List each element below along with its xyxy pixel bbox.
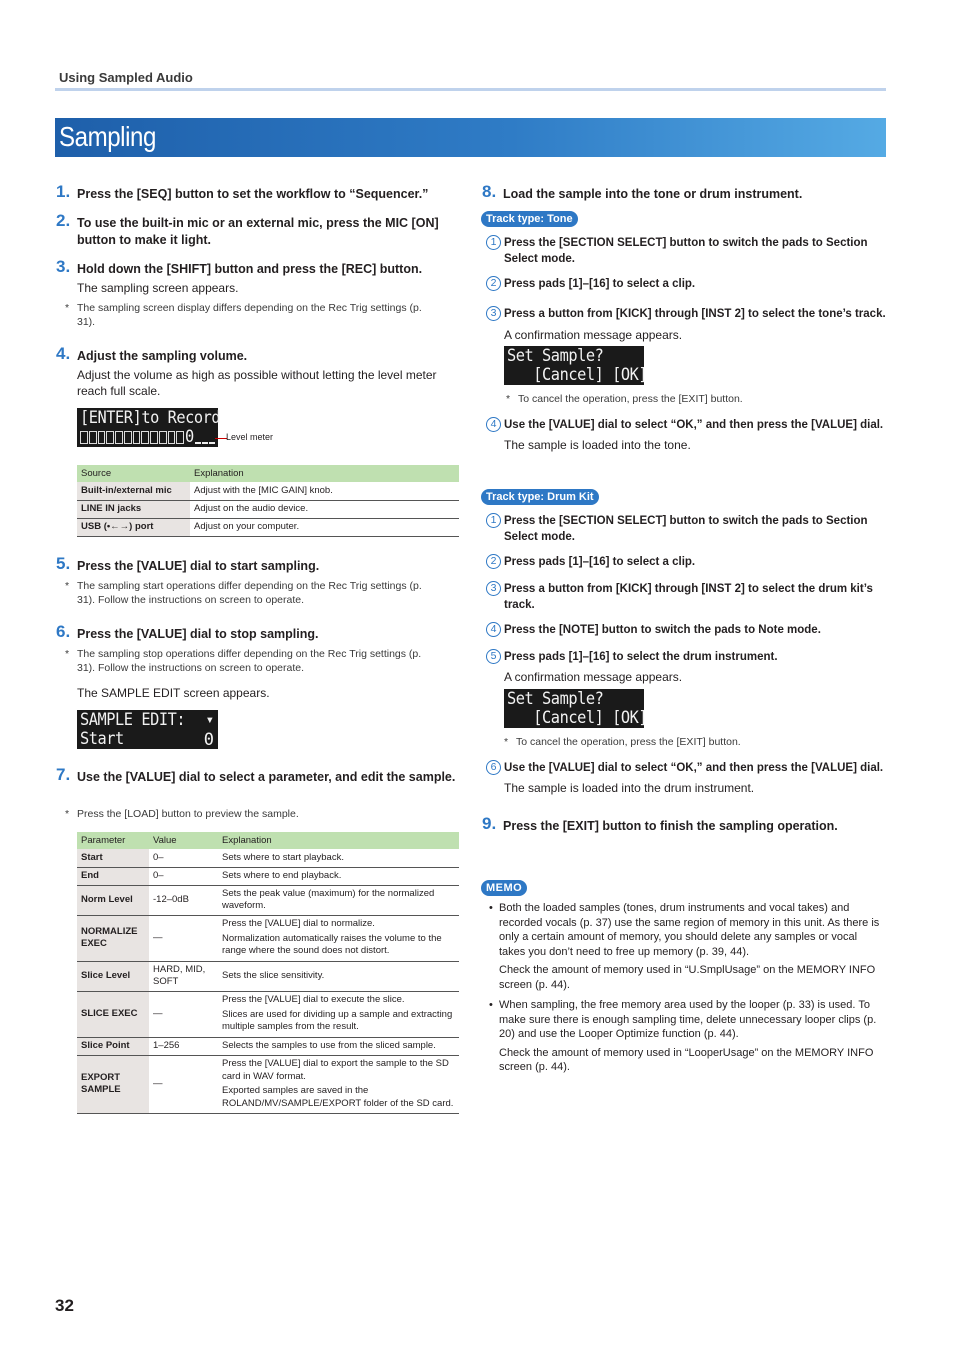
lcd-line-1: Set Sample?: [507, 346, 604, 366]
tone-step-3: 3 Press a button from [KICK] through [INST 2] to select the tone’s track.: [486, 306, 886, 322]
drum-step-5: 5 Press pads [1]–[16] to select the drum instrument.: [486, 649, 886, 665]
step-number: 2.: [56, 211, 71, 230]
track-type-tone-badge: Track type: Tone: [481, 211, 578, 227]
table-header: Explanation: [218, 832, 459, 849]
lcd-line-1: SAMPLE EDIT:: [80, 710, 186, 730]
step-number: 5.: [56, 554, 71, 573]
step-note: * To cancel the operation, press the [EXIT] button.: [506, 393, 743, 405]
memo-item: • Both the loaded samples (tones, drum instruments and vocal takes) and recorded vocals (p. 37) use the same region of memory in this unit. As there is only a certain amount of memory, you should delete any samples or vocal takes you don’t need to free up memory (p. 39, 44). Check the amount of memory used in “U.SmplUsage” on the MEMORY INFO screen (p. 44).: [489, 902, 880, 991]
step-body: Adjust the volume as high as possible without letting the level meter reach full scale.: [77, 368, 437, 398]
step-text: Press the [SEQ] button to set the workflow to “Sequencer.”: [77, 187, 429, 201]
step-8: [481, 182, 886, 203]
step-text: Press the [VALUE] dial to stop sampling.: [77, 627, 319, 641]
step-note: * The sampling start operations differ depending on the Rec Trig settings (p. 31). Follow the instructions on screen to operate.: [65, 580, 422, 606]
tone-step-2: 2 Press pads [1]–[16] to select a clip.: [486, 276, 886, 292]
source-table: [77, 465, 459, 537]
lcd-line-2: [Cancel] [OK]: [507, 365, 648, 385]
step-number: 9.: [482, 814, 497, 833]
lcd-line-2: Start: [80, 729, 124, 749]
lcd-line-2: 0: [185, 427, 194, 447]
drum-step-4: 4 Press the [NOTE] button to switch the pads to Note mode.: [486, 622, 886, 638]
lcd-set-sample-drum: [504, 689, 648, 728]
table-row: SLICE EXEC — Press the [VALUE] dial to execute the slice. Slices are used for dividing up a sample and extracting multiple samples from the result.: [77, 991, 459, 1037]
step-body: The sample is loaded into the tone.: [504, 438, 691, 452]
title-bar: [55, 118, 886, 157]
table-header: Explanation: [190, 465, 459, 482]
step-3: [55, 257, 460, 278]
step-body: A confirmation message appears.: [504, 670, 683, 684]
memo-item: • When sampling, the free memory area used by the looper (p. 33) is used. To make sure there is enough sampling time, delete unnecessary looper clips (p. 20) and use the Looper Optimize function (p. 44). Check the amount of memory used in “LooperUsage” on the MEMORY INFO screen (p. 44).: [489, 999, 877, 1073]
step-body: The sampling screen appears.: [77, 281, 239, 295]
drum-step-6: 6 Use the [VALUE] dial to select “OK,” and then press the [VALUE] dial.: [486, 760, 886, 776]
step-text: Load the sample into the tone or drum instrument.: [503, 187, 803, 201]
lcd-value: 0: [203, 730, 214, 750]
step-1: [55, 182, 460, 203]
step-note: * To cancel the operation, press the [EXIT] button.: [504, 736, 741, 748]
step-note: * The sampling screen display differs depending on the Rec Trig settings (p. 31).: [65, 302, 422, 328]
table-row: Slice Level HARD, MID, SOFT Sets the slice sensitivity.: [77, 961, 459, 991]
step-number: 6.: [56, 622, 71, 641]
parameter-table: [77, 832, 459, 1114]
step-5: [55, 554, 460, 575]
track-type-drum-badge: Track type: Drum Kit: [481, 489, 599, 505]
step-text: Adjust the sampling volume.: [77, 349, 248, 363]
table-row: USB (•←→) port Adjust on your computer.: [77, 518, 459, 536]
level-meter-label: Level meter: [226, 432, 274, 442]
level-meter: [80, 431, 184, 444]
step-7: [55, 765, 460, 786]
lcd-line-1: [ENTER]to Record: [80, 408, 221, 428]
table-header: Parameter: [77, 832, 149, 849]
lcd-line-2: [Cancel] [OK]: [507, 708, 648, 728]
step-text: Hold down the [SHIFT] button and press the [REC] button.: [77, 262, 423, 276]
table-row: Built-in/external mic Adjust with the [MIC GAIN] knob.: [77, 482, 459, 500]
drum-step-1: 1 Press the [SECTION SELECT] button to switch the pads to Section Select mode.: [486, 513, 886, 545]
lcd-sample-edit: [77, 710, 218, 749]
table-row: Start 0– Sets where to start playback.: [77, 849, 459, 867]
step-text: Use the [VALUE] dial to select a parameter, and edit the sample.: [77, 770, 456, 784]
table-header: Value: [149, 832, 218, 849]
table-row: EXPORT SAMPLE — Press the [VALUE] dial to export the sample to the SD card in WAV format. Exported samples are saved in the ROLAND/MV/SAMPLE/EXPORT folder of the SD card.: [77, 1055, 459, 1113]
step-4: [55, 344, 460, 365]
drum-step-3: 3 Press a button from [KICK] through [INST 2] to select the drum kit’s track.: [486, 581, 886, 613]
step-text: To use the built-in mic or an external mic, press the MIC [ON] button to make it light.: [77, 216, 439, 247]
step-2: [55, 211, 460, 249]
tone-step-4: 4 Use the [VALUE] dial to select “OK,” and then press the [VALUE] dial.: [486, 417, 886, 433]
step-6: [55, 622, 460, 643]
table-header: Source: [77, 465, 190, 482]
lcd-enter-to-record: [77, 408, 221, 447]
step-body: The sample is loaded into the drum instrument.: [504, 781, 755, 795]
step-note: * The sampling stop operations differ depending on the Rec Trig settings (p. 31). Follow the instructions on screen to operate.: [65, 648, 422, 674]
step-number: 1.: [56, 182, 71, 201]
step-text: Press the [VALUE] dial to start sampling.: [77, 559, 320, 573]
step-number: 3.: [56, 257, 71, 276]
section-header: Using Sampled Audio: [59, 70, 193, 85]
lcd-set-sample-tone: [504, 346, 648, 385]
tone-step-1: 1 Press the [SECTION SELECT] button to switch the pads to Section Select mode.: [486, 235, 886, 267]
memo-badge: MEMO: [481, 880, 527, 896]
chevron-down-icon: ▾: [205, 712, 214, 728]
step-text: Press the [EXIT] button to finish the sampling operation.: [503, 819, 838, 833]
page-title: Sampling: [59, 121, 156, 152]
step-body: The SAMPLE EDIT screen appears.: [77, 686, 270, 700]
step-number: 8.: [482, 182, 497, 201]
table-row: End 0– Sets where to end playback.: [77, 867, 459, 885]
step-number: 4.: [56, 344, 71, 363]
step-9: [481, 814, 886, 835]
step-note: * Press the [LOAD] button to preview the sample.: [65, 808, 299, 820]
drum-step-2: 2 Press pads [1]–[16] to select a clip.: [486, 554, 886, 570]
lcd-line-1: Set Sample?: [507, 689, 604, 709]
table-row: Norm Level -12–0dB Sets the peak value (maximum) for the normalized waveform.: [77, 885, 459, 915]
table-row: Slice Point 1–256 Selects the samples to use from the sliced sample.: [77, 1037, 459, 1055]
step-number: 7.: [56, 765, 71, 784]
step-body: A confirmation message appears.: [504, 328, 683, 342]
table-row: NORMALIZE EXEC — Press the [VALUE] dial to normalize. Normalization automatically raises the volume to the range where the sound does not distort.: [77, 915, 459, 961]
table-row: LINE IN jacks Adjust on the audio device.: [77, 500, 459, 518]
header-rule: [55, 88, 886, 91]
page-number: 32: [55, 1296, 74, 1315]
